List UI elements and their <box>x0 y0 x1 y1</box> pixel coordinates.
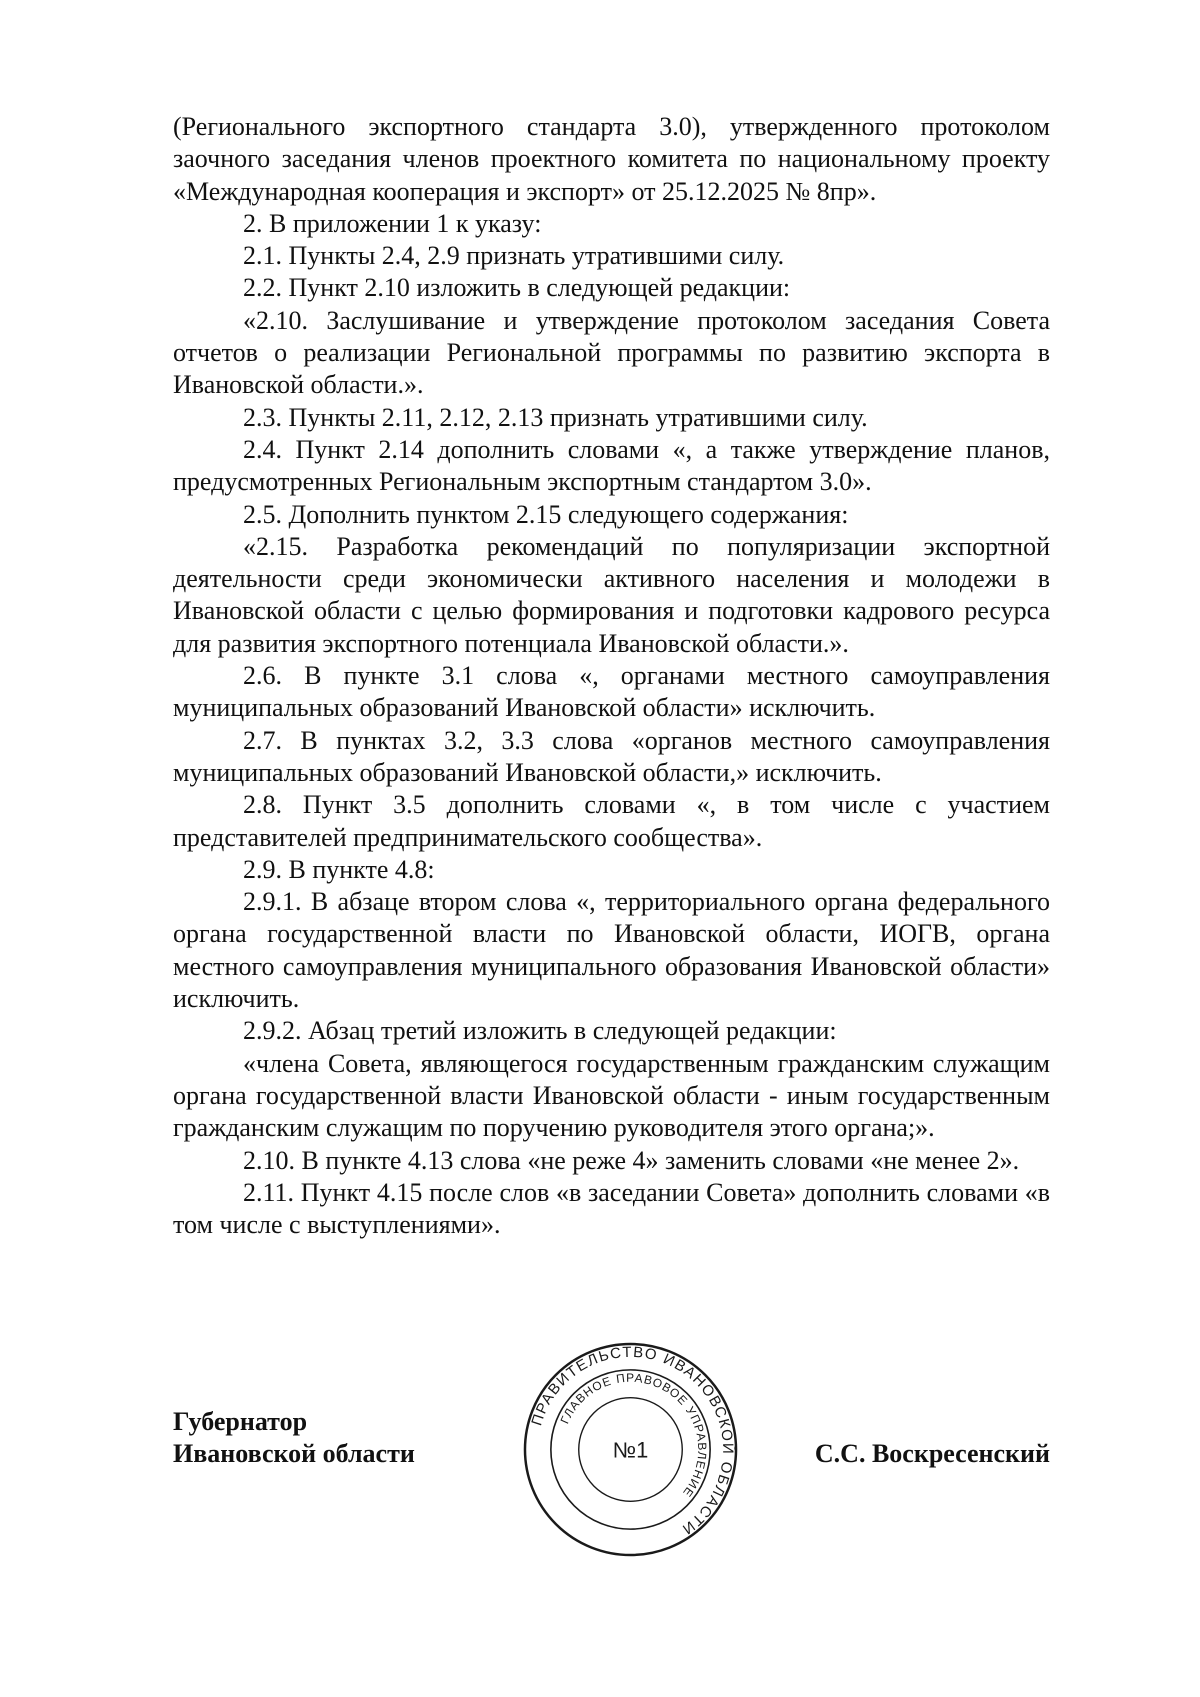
seal-inner-textpath: ГЛАВНОЕ ПРАВОВОЕ УПРАВЛЕНИЕ <box>557 1370 710 1501</box>
paragraph: 2.2. Пункт 2.10 изложить в следующей редакции: <box>243 273 791 303</box>
signatory-name: С.С. Воскресенский <box>814 1439 1050 1468</box>
paragraph: 2.6. В пункте 3.1 слова «, органами местного самоуправления муниципальных образований Ивановской области» исключить. <box>173 661 1050 723</box>
signatory-region: Ивановской области <box>173 1439 415 1468</box>
paragraph: 2.9.2. Абзац третий изложить в следующей редакции: <box>243 1016 837 1046</box>
paragraph: 2.11. Пункт 4.15 после слов «в заседании Совета» дополнить словами «в том числе с выступлениями». <box>173 1177 1050 1240</box>
paragraph: 2.8. Пункт 3.5 дополнить словами «, в том числе с участием представителей предпринимательского сообщества». <box>173 790 1050 852</box>
paragraph: 2. В приложении 1 к указу: <box>243 208 542 238</box>
signatory-position <box>173 1406 415 1470</box>
official-seal <box>521 1340 740 1559</box>
seal-outer-textpath: ПРАВИТЕЛЬСТВО ИВАНОВСКОЙ ОБЛАСТИ <box>528 1343 737 1539</box>
paragraph: «члена Совета, являющегося государственным гражданским служащим органа государственной власти Ивановской области - иным государственным гражданским служащим по поручению руководителя этого органа;». <box>173 1048 1050 1143</box>
paragraph: «2.15. Разработка рекомендаций по популяризации экспортной деятельности среди экономически активного населения и молодежи в Ивановской области с целью формирования и подготовки кадрового ресурса для развития экспортного потенциала Ивановской области.». <box>173 531 1050 658</box>
paragraph: «2.10. Заслушивание и утверждение протоколом заседания Совета отчетов о реализации Региональной программы по развитию экспорта в Ивановской области.». <box>173 305 1050 400</box>
paragraph: (Регионального экспортного стандарта 3.0), утвержденного протоколом заочного заседания членов проектного комитета по национальному проекту «Международная кооперация и экспорт» от 25.12.2025 № 8пр». <box>173 112 1050 206</box>
paragraph: 2.10. В пункте 4.13 слова «не реже 4» заменить словами «не менее 2». <box>243 1145 1020 1175</box>
paragraph: 2.9. В пункте 4.8: <box>243 854 435 884</box>
document-body <box>173 111 1050 1241</box>
signatory-title: Губернатор <box>173 1407 308 1436</box>
paragraph: 2.5. Дополнить пунктом 2.15 следующего содержания: <box>243 499 849 529</box>
paragraph: 2.1. Пункты 2.4, 2.9 признать утратившими силу. <box>243 241 785 271</box>
paragraph: 2.3. Пункты 2.11, 2.12, 2.13 признать утратившими силу. <box>243 402 868 432</box>
paragraph: 2.7. В пунктах 3.2, 3.3 слова «органов местного самоуправления муниципальных образований Ивановской области,» исключить. <box>173 725 1050 787</box>
paragraph: 2.9.1. В абзаце втором слова «, территориального органа федерального органа государственной власти по Ивановской области, ИОГВ, органа местного самоуправления муниципального образования Ивановской области» исключить. <box>173 887 1050 1014</box>
paragraph: 2.4. Пункт 2.14 дополнить словами «, а также утверждение планов, предусмотренных Региональным экспортным стандартом 3.0». <box>173 434 1050 497</box>
seal-number: №1 <box>612 1437 649 1463</box>
